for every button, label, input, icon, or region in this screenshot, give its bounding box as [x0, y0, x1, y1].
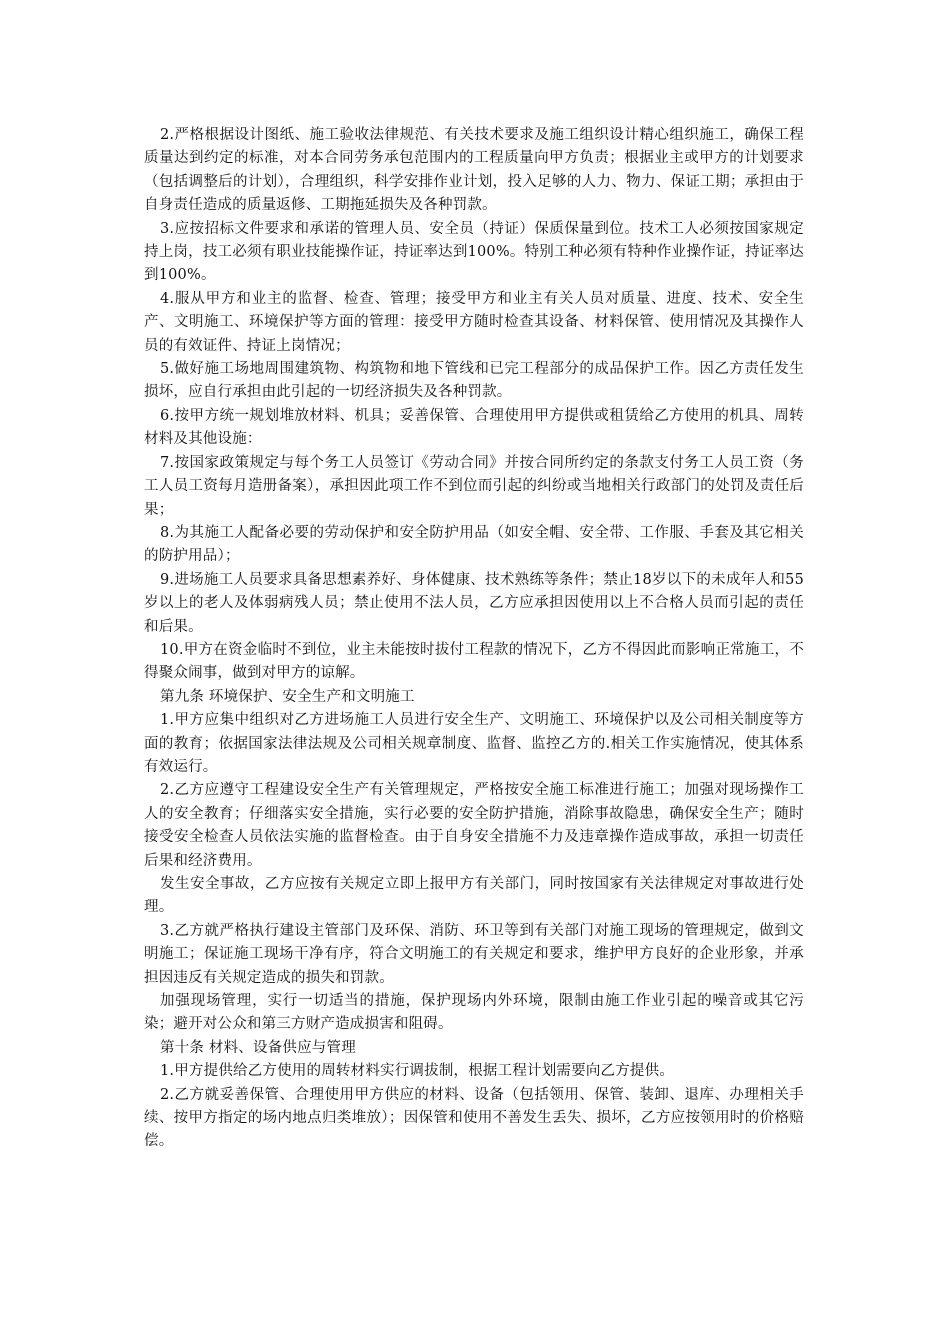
clause-8-item-8: 8.为其施工人配备必要的劳动保护和安全防护用品（如安全帽、安全带、工作服、手套及其它相关的防护用品）； [144, 524, 804, 565]
clause-9-item-1: 1.甲方应集中组织对乙方进场施工人员进行安全生产、文明施工、环境保护以及公司相关制度等方面的教育；依据国家法律法规及公司相关规章制度、监督、监控乙方的.相关工作实施情况，使其体系有效运行。 [144, 712, 804, 775]
clause-10-item-2: 2.乙方就妥善保管、合理使用甲方供应的材料、设备（包括领用、保管、装卸、退库、办理相关手续、按甲方指定的场内地点归类堆放）；因保管和使用不善发生丢失、损坏，乙方应按领用时的价格赔偿。 [144, 1086, 804, 1150]
clause-10-item-1: 1.甲方提供给乙方使用的周转材料实行调拔制，根据工程计划需要向乙方提供。 [160, 1063, 675, 1080]
clause-8-item-6: 6.按甲方统一规划堆放材料、机具；妥善保管、合理使用甲方提供或租赁给乙方使用的机具、周转材料及其他设施： [144, 407, 804, 448]
clause-10-heading: 第十条 材料、设备供应与管理 [160, 1039, 356, 1056]
clause-9-item-2: 2.乙方应遵守工程建设安全生产有关管理规定，严格按安全施工标准进行施工；加强对现场操作工人的安全教育；仔细落实安全措施，实行必要的安全防护措施，消除事故隐患，确保安全生产；随时接受安全检查人员依法实施的监督检查。由于自身安全措施不力及违章操作造成事故，承担一切责任后果和经济费用。 [144, 782, 804, 869]
clause-8-item-10: 10.甲方在资金临时不到位，业主未能按时拔付工程款的情况下，乙方不得因此而影响正常施工，不得聚众闹事，做到对甲方的谅解。 [144, 641, 804, 682]
clause-8-item-3: 3.应按招标文件要求和承诺的管理人员、安全员（持证）保质保量到位。技术工人必须按国家规定持上岗，技工必须有职业技能操作证，持证率达到100%。特别工种必须有特种作业操作证，持证率达到100%。 [144, 220, 804, 284]
clause-8-item-5: 5.做好施工场地周围建筑物、构筑物和地下管线和已完工程部分的成品保护工作。因乙方责任发生损坏，应自行承担由此引起的一切经济损失及各种罚款。 [144, 361, 804, 401]
clause-9-heading: 第九条 环境保护、安全生产和文明施工 [160, 688, 415, 705]
clause-8-item-9: 9.进场施工人员要求具备思想素养好、身体健康、技术熟练等条件；禁止18岁以下的未成年人和55岁以上的老人及体弱病残人员；禁止使用不法人员，乙方应承担因使用以上不合格人员而引起的责任和后果。 [144, 571, 804, 635]
clause-8-item-7: 7.按国家政策规定与每个务工人员签订《劳动合同》并按合同所约定的条款支付务工人员工资（务工人员工资每月造册备案），承担因此项工作不到位而引起的纠纷或当地相关行政部门的处罚及责任后果； [144, 454, 804, 518]
clause-8-item-4: 4.服从甲方和业主的监督、检查、管理；接受甲方和业主有关人员对质量、进度、技术、安全生产、文明施工、环境保护等方面的管理：接受甲方随时检查其设备、材料保管、使用情况及其操作人员的有效证件、持证上岗情况； [144, 290, 804, 354]
clause-9-accident-note: 发生安全事故，乙方应按有关规定立即上报甲方有关部门，同时按国家有关法律规定对事故进行处理。 [144, 876, 804, 916]
document-body [144, 124, 804, 1154]
clause-9-item-3: 3.乙方就严格执行建设主管部门及环保、消防、环卫等到有关部门对施工现场的管理规定，做到文明施工；保证施工现场干净有序，符合文明施工的有关规定和要求，维护甲方良好的企业形象，并承担因违反有关规定造成的损失和罚款。 [144, 922, 804, 986]
clause-9-site-management: 加强现场管理，实行一切适当的措施，保护现场内外环境，限制由施工作业引起的噪音或其它污染；避开对公众和第三方财产造成损害和阻碍。 [144, 993, 804, 1033]
clause-8-item-2: 2.严格根据设计图纸、施工验收法律规范、有关技术要求及施工组织设计精心组织施工，确保工程质量达到约定的标准，对本合同劳务承包范围内的工程质量向甲方负责；根据业主或甲方的计划要求（包括调整后的计划），合理组织，科学安排作业计划，投入足够的人力、物力、保证工期；承担由于自身责任造成的质量返修、工期拖延损失及各种罚款。 [144, 127, 804, 214]
